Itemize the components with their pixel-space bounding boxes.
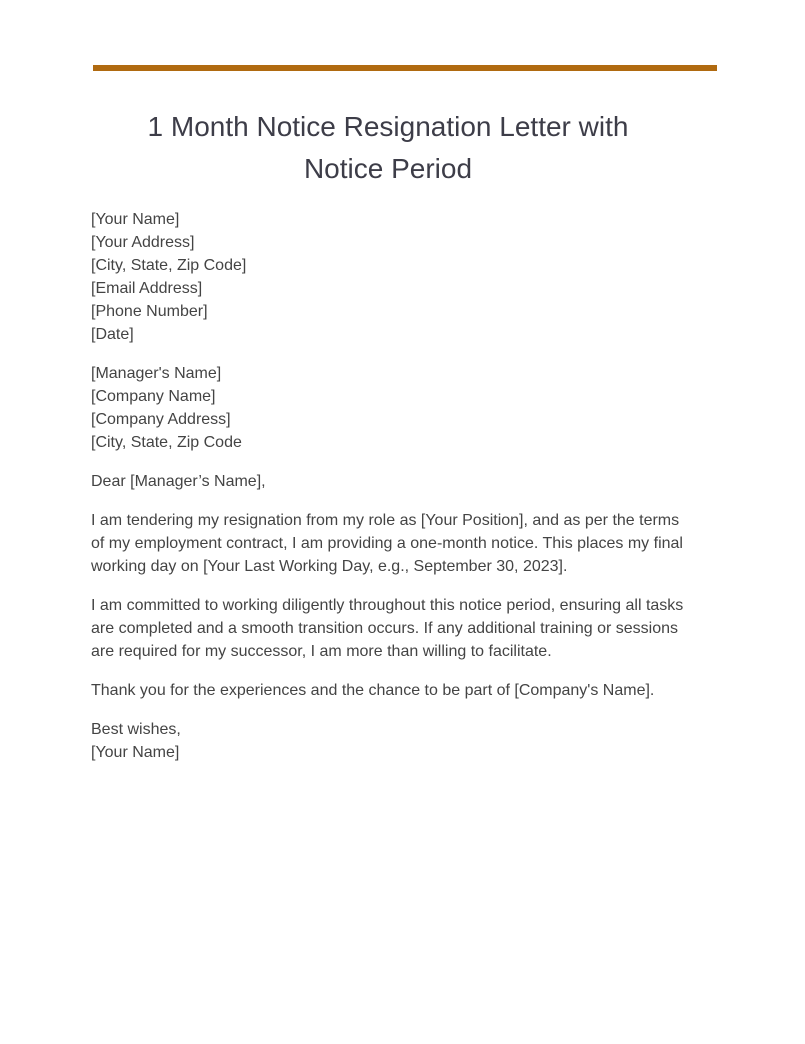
recipient-company-address: [Company Address] xyxy=(91,411,231,428)
title-line-2: Notice Period xyxy=(303,153,473,184)
recipient-address-block xyxy=(91,362,691,454)
page-title xyxy=(91,106,685,190)
sender-address: [Your Address] xyxy=(91,234,195,251)
body-paragraph-1: I am tendering my resignation from my role as [Your Position], and as per the terms of my employment contract, I am providing a one-month notice. This places my final working day on [Your Last Working Day, e.g., September 30, 2023]. xyxy=(91,512,683,575)
body-paragraph-2: I am committed to working diligently throughout this notice period, ensuring all tasks are completed and a smooth transition occurs. If any additional training or sessions are required for my successor, I am more than willing to facilitate. xyxy=(91,597,684,660)
body-paragraph-3: Thank you for the experiences and the chance to be part of [Company's Name]. xyxy=(91,682,655,699)
closing-block xyxy=(91,718,691,764)
letter-date: [Date] xyxy=(91,326,134,343)
recipient-city-state-zip: [City, State, Zip Code xyxy=(91,434,242,451)
sender-name: [Your Name] xyxy=(91,211,180,228)
signature-name: [Your Name] xyxy=(91,744,180,761)
title-line-1: 1 Month Notice Resignation Letter with xyxy=(147,111,629,142)
recipient-manager-name: [Manager's Name] xyxy=(91,365,222,382)
letter-body xyxy=(91,208,691,780)
sender-email: [Email Address] xyxy=(91,280,203,297)
sender-city-state-zip: [City, State, Zip Code] xyxy=(91,257,247,274)
sender-phone: [Phone Number] xyxy=(91,303,208,320)
closing: Best wishes, xyxy=(91,721,181,738)
recipient-company-name: [Company Name] xyxy=(91,388,216,405)
salutation: Dear [Manager’s Name], xyxy=(91,473,266,490)
top-accent-rule xyxy=(93,65,717,71)
sender-address-block xyxy=(91,208,691,346)
